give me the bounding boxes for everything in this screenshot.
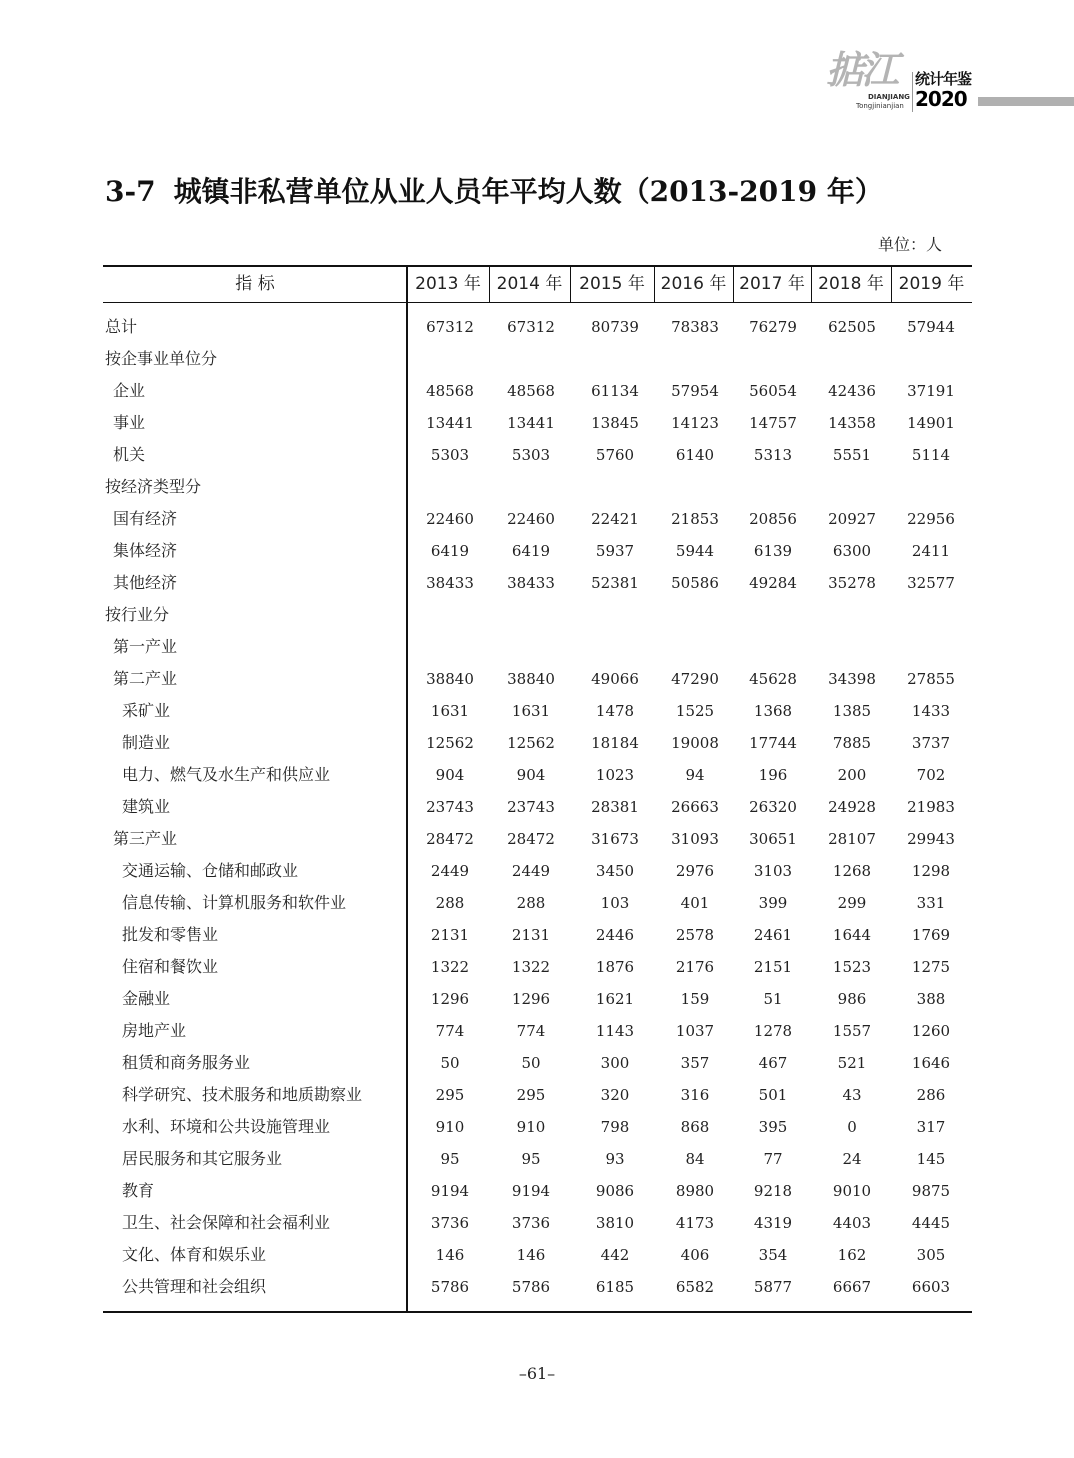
table-cell: 12562: [426, 734, 474, 752]
table-cell: 3736: [511, 1214, 551, 1232]
row-label: 电力、燃气及水生产和供应业: [122, 765, 331, 784]
table-cell: 395: [758, 1118, 788, 1136]
table-cell: 5786: [511, 1278, 551, 1296]
table-cell: 34398: [828, 670, 876, 688]
table-cell: 3450: [595, 862, 635, 880]
table-cell: 50586: [671, 574, 719, 592]
table-cell: 5786: [430, 1278, 470, 1296]
table-cell: 13845: [591, 414, 639, 432]
table-cell: 774: [516, 1022, 546, 1040]
table-cell: 1023: [595, 766, 635, 784]
table-cell: 1769: [911, 926, 951, 944]
table-cell: 24928: [828, 798, 876, 816]
row-label: 按行业分: [105, 605, 170, 624]
table-cell: 2131: [430, 926, 470, 944]
table-cell: 61134: [591, 382, 639, 400]
table-cell: 1296: [430, 990, 470, 1008]
row-label: 卫生、社会保障和社会福利业: [122, 1213, 331, 1232]
table-cell: 22460: [507, 510, 555, 528]
column-header: 2013 年: [415, 274, 481, 294]
row-label: 按企事业单位分: [105, 349, 218, 368]
table-cell: 5313: [753, 446, 793, 464]
table-cell: 295: [435, 1086, 465, 1104]
table-cell: 300: [600, 1054, 630, 1072]
table-cell: 305: [916, 1246, 946, 1264]
table-cell: 1278: [753, 1022, 793, 1040]
table-cell: 159: [680, 990, 710, 1008]
table-cell: 5303: [430, 446, 470, 464]
row-label: 集体经济: [113, 541, 178, 560]
table-cell: 6300: [832, 542, 872, 560]
column-header: 指 标: [235, 274, 275, 294]
row-label: 住宿和餐饮业: [122, 957, 219, 976]
table-cell: 42436: [828, 382, 876, 400]
table-cell: 6667: [832, 1278, 872, 1296]
table-cell: 17744: [749, 734, 797, 752]
table-cell: 32577: [907, 574, 955, 592]
table-cell: 6419: [430, 542, 470, 560]
table-cell: 9194: [511, 1182, 551, 1200]
table-cell: 5760: [595, 446, 635, 464]
table-cell: 6582: [675, 1278, 715, 1296]
row-label: 企业: [113, 381, 146, 400]
logo-year: 2020: [915, 87, 967, 111]
table-cell: 1368: [753, 702, 793, 720]
table-cell: 2176: [675, 958, 715, 976]
table-cell: 2449: [430, 862, 470, 880]
table-cell: 1385: [832, 702, 872, 720]
table-cell: 299: [837, 894, 867, 912]
table-cell: 27855: [907, 670, 955, 688]
table-cell: 22460: [426, 510, 474, 528]
table-cell: 5944: [675, 542, 715, 560]
table-cell: 28472: [507, 830, 555, 848]
row-label: 总计: [105, 317, 138, 336]
table-cell: 200: [837, 766, 867, 784]
table-cell: 1296: [511, 990, 551, 1008]
table-cell: 103: [600, 894, 630, 912]
table-cell: 196: [758, 766, 788, 784]
table-cell: 401: [680, 894, 710, 912]
table-cell: 38840: [426, 670, 474, 688]
column-header: 2016 年: [660, 274, 727, 294]
row-label: 第二产业: [113, 669, 178, 688]
table-cell: 1268: [832, 862, 872, 880]
page-title: [105, 174, 883, 210]
table-cell: 26320: [749, 798, 797, 816]
table-cell: 2411: [911, 542, 951, 560]
table-cell: 986: [837, 990, 867, 1008]
table-cell: 45628: [749, 670, 797, 688]
table-cell: 5937: [595, 542, 635, 560]
row-label: 按经济类型分: [105, 477, 202, 496]
table-cell: 67312: [426, 318, 474, 336]
table-cell: 21853: [671, 510, 719, 528]
logo-calligraphy: 掂江: [826, 47, 897, 92]
table-cell: 501: [758, 1086, 788, 1104]
table-cell: 2578: [675, 926, 715, 944]
table-cell: 23743: [426, 798, 474, 816]
table-cell: 2446: [595, 926, 635, 944]
table-cell: 5551: [832, 446, 872, 464]
row-label: 第三产业: [113, 829, 178, 848]
table-cell: 1523: [832, 958, 872, 976]
stub-divider: [406, 266, 408, 1312]
table-cell: 37191: [907, 382, 955, 400]
table-cell: 14358: [828, 414, 876, 432]
table-cell: 904: [516, 766, 546, 784]
table-cell: 28107: [828, 830, 876, 848]
table-cell: 910: [516, 1118, 546, 1136]
column-header: 2019 年: [898, 274, 965, 294]
table-cell: 43: [842, 1086, 862, 1104]
row-label: 事业: [113, 413, 146, 432]
table-title: 城镇非私营单位从业人员年平均人数（2013-2019 年）: [173, 175, 883, 208]
row-label: 第一产业: [113, 637, 178, 656]
row-label: 国有经济: [113, 509, 178, 528]
row-label: 文化、体育和娱乐业: [122, 1245, 267, 1264]
column-header: 2014 年: [496, 274, 563, 294]
table-cell: 9218: [753, 1182, 793, 1200]
row-label: 建筑业: [122, 797, 171, 816]
table-cell: 910: [435, 1118, 465, 1136]
table-cell: 20856: [749, 510, 797, 528]
column-header: 2017 年: [739, 274, 805, 294]
table-cell: 286: [916, 1086, 946, 1104]
table-cell: 354: [758, 1246, 788, 1264]
table-cell: 84: [685, 1150, 705, 1168]
table-cell: 4319: [753, 1214, 793, 1232]
table-cell: 388: [916, 990, 946, 1008]
table-cell: 50: [440, 1054, 460, 1072]
table-cell: 95: [440, 1150, 460, 1168]
logo-divider: [912, 72, 913, 112]
table-cell: 7885: [832, 734, 872, 752]
table-cell: 24: [842, 1150, 862, 1168]
table-cell: 4403: [832, 1214, 872, 1232]
table-cell: 5877: [753, 1278, 793, 1296]
table-cell: 28381: [591, 798, 639, 816]
table-cell: 3737: [911, 734, 951, 752]
table-cell: 4445: [911, 1214, 951, 1232]
table-cell: 702: [916, 766, 946, 784]
row-label: 机关: [113, 445, 146, 464]
table-cell: 50: [521, 1054, 541, 1072]
table-cell: 23743: [507, 798, 555, 816]
table-cell: 9194: [430, 1182, 470, 1200]
table-cell: 1322: [430, 958, 470, 976]
table-cell: 295: [516, 1086, 546, 1104]
table-cell: 1260: [911, 1022, 951, 1040]
table-cell: 146: [516, 1246, 546, 1264]
table-cell: 798: [600, 1118, 630, 1136]
row-label: 水利、环境和公共设施管理业: [122, 1117, 331, 1136]
table-cell: 78383: [671, 318, 719, 336]
table-cell: 9010: [832, 1182, 872, 1200]
table-cell: 48568: [426, 382, 474, 400]
table-cell: 2131: [511, 926, 551, 944]
table-cell: 93: [605, 1150, 625, 1168]
table-cell: 57954: [671, 382, 719, 400]
table-cell: 1433: [911, 702, 951, 720]
table-cell: 6603: [911, 1278, 951, 1296]
logo-book-title: 统计年鉴: [915, 70, 972, 88]
row-label: 采矿业: [122, 701, 171, 720]
table-cell: 2461: [753, 926, 793, 944]
table-cell: 19008: [671, 734, 719, 752]
table-cell: 2449: [511, 862, 551, 880]
table-cell: 1037: [675, 1022, 715, 1040]
table-cell: 3103: [753, 862, 793, 880]
table-cell: 1646: [911, 1054, 951, 1072]
table-cell: 31093: [671, 830, 719, 848]
table-number: 3-7: [105, 175, 156, 208]
row-label: 公共管理和社会组织: [122, 1277, 267, 1296]
table-cell: 67312: [507, 318, 555, 336]
table-cell: 20927: [828, 510, 876, 528]
table-cell: 331: [916, 894, 946, 912]
table-cell: 30651: [749, 830, 797, 848]
table-cell: 12562: [507, 734, 555, 752]
table-cell: 18184: [591, 734, 639, 752]
row-label: 教育: [122, 1181, 155, 1200]
row-label: 居民服务和其它服务业: [122, 1149, 283, 1168]
table-cell: 320: [600, 1086, 630, 1104]
table-cell: 28472: [426, 830, 474, 848]
table-cell: 38433: [507, 574, 555, 592]
table-cell: 6419: [511, 542, 551, 560]
table-cell: 3736: [430, 1214, 470, 1232]
table-cell: 1298: [911, 862, 951, 880]
table-cell: 3810: [595, 1214, 635, 1232]
table-cell: 288: [435, 894, 465, 912]
table-cell: 2976: [675, 862, 715, 880]
table-cell: 26663: [671, 798, 719, 816]
table-cell: 1631: [430, 702, 470, 720]
table-cell: 399: [758, 894, 788, 912]
row-label: 信息传输、计算机服务和软件业: [122, 893, 347, 912]
table-cell: 317: [916, 1118, 946, 1136]
table-cell: 35278: [828, 574, 876, 592]
table-cell: 57944: [907, 318, 955, 336]
table-cell: 1478: [595, 702, 635, 720]
table-cell: 8980: [675, 1182, 715, 1200]
table-cell: 47290: [671, 670, 719, 688]
table-cell: 14123: [671, 414, 719, 432]
row-label: 批发和零售业: [122, 925, 219, 944]
table-cell: 9875: [911, 1182, 951, 1200]
table-cell: 21983: [907, 798, 955, 816]
table-cell: 1876: [595, 958, 635, 976]
table-cell: 1644: [832, 926, 872, 944]
table-cell: 406: [680, 1246, 710, 1264]
table-cell: 442: [600, 1246, 630, 1264]
logo-pinyin-sub: Tongjinianjian: [856, 102, 904, 110]
table-cell: 6139: [753, 542, 793, 560]
table-cell: 5114: [911, 446, 951, 464]
table-cell: 6140: [675, 446, 715, 464]
row-label: 科学研究、技术服务和地质勘察业: [122, 1085, 363, 1104]
page-number: –61–: [518, 1364, 556, 1383]
table-cell: 1322: [511, 958, 551, 976]
table-cell: 49066: [591, 670, 639, 688]
row-label: 租赁和商务服务业: [122, 1053, 251, 1072]
table-cell: 29943: [907, 830, 955, 848]
table-cell: 94: [685, 766, 705, 784]
table-cell: 22421: [591, 510, 639, 528]
unit-label: 单位：人: [878, 235, 943, 254]
table-cell: 51: [763, 990, 783, 1008]
column-header: 2015 年: [579, 274, 645, 294]
table-cell: 76279: [749, 318, 797, 336]
table-cell: 14757: [749, 414, 797, 432]
table-cell: 80739: [591, 318, 639, 336]
table-cell: 162: [837, 1246, 867, 1264]
table-cell: 38433: [426, 574, 474, 592]
table-cell: 2151: [753, 958, 793, 976]
row-label: 制造业: [122, 733, 171, 752]
table-cell: 145: [916, 1150, 946, 1168]
row-label: 其他经济: [113, 573, 178, 592]
table-cell: 774: [435, 1022, 465, 1040]
table-cell: 316: [680, 1086, 710, 1104]
table-cell: 1143: [595, 1022, 635, 1040]
logo-pinyin: DIANJIANG: [868, 93, 910, 101]
table-cell: 13441: [507, 414, 555, 432]
table-cell: 56054: [749, 382, 797, 400]
table-cell: 48568: [507, 382, 555, 400]
table-cell: 1525: [675, 702, 715, 720]
row-label: 金融业: [122, 989, 171, 1008]
table-cell: 95: [521, 1150, 541, 1168]
table-cell: 1631: [511, 702, 551, 720]
table-cell: 4173: [675, 1214, 715, 1232]
table-cell: 14901: [907, 414, 955, 432]
table-cell: 6185: [595, 1278, 635, 1296]
row-label: 房地产业: [122, 1021, 187, 1040]
table-cell: 146: [435, 1246, 465, 1264]
table-cell: 5303: [511, 446, 551, 464]
header-bar: [978, 97, 1074, 106]
table-cell: 1275: [911, 958, 951, 976]
table-cell: 1557: [832, 1022, 872, 1040]
column-header: 2018 年: [818, 274, 884, 294]
table-cell: 521: [837, 1054, 867, 1072]
table-cell: 22956: [907, 510, 955, 528]
row-label: 交通运输、仓储和邮政业: [122, 861, 299, 880]
table-cell: 62505: [828, 318, 876, 336]
table-cell: 9086: [595, 1182, 635, 1200]
table-cell: 52381: [591, 574, 639, 592]
table-cell: 288: [516, 894, 546, 912]
table-cell: 38840: [507, 670, 555, 688]
table-cell: 77: [763, 1150, 783, 1168]
table-cell: 467: [758, 1054, 788, 1072]
table-cell: 1621: [595, 990, 635, 1008]
table-cell: 0: [847, 1118, 857, 1136]
table-cell: 31673: [591, 830, 639, 848]
table-cell: 49284: [749, 574, 797, 592]
table-cell: 904: [435, 766, 465, 784]
table-bottom-rule: [103, 1311, 972, 1313]
table-cell: 868: [680, 1118, 710, 1136]
table-cell: 13441: [426, 414, 474, 432]
table-cell: 357: [680, 1054, 710, 1072]
